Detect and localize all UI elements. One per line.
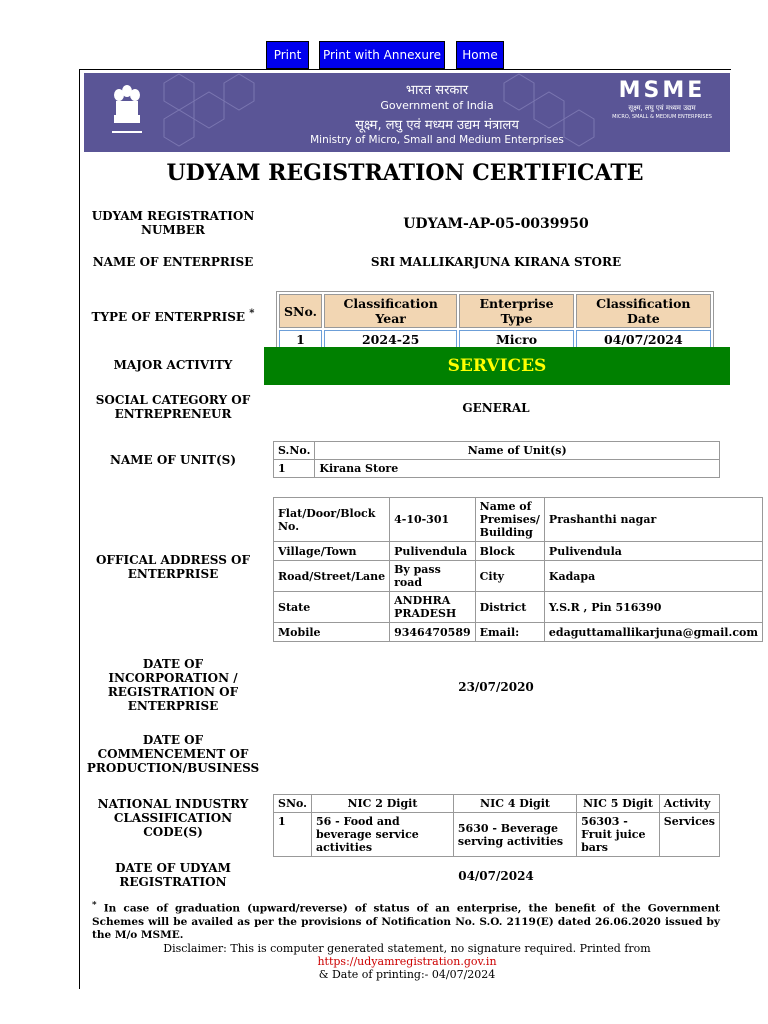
certificate-title: UDYAM REGISTRATION CERTIFICATE	[166, 160, 644, 186]
enterprise-name-value: SRI MALLIKARJUNA KIRANA STORE	[370, 255, 622, 269]
enterprise-name-label: NAME OF ENTERPRISE	[92, 255, 254, 269]
printing-date: & Date of printing:- 04/07/2024	[318, 968, 496, 981]
commencement-label: DATE OF COMMENCEMENT OF PRODUCTION/BUSINESS	[86, 733, 260, 775]
classification-cell: 04/07/2024	[576, 330, 711, 349]
nic-cell: 56 - Food and beverage service activities	[311, 813, 453, 857]
units-cell: Kirana Store	[315, 460, 720, 478]
classification-cell: Micro	[459, 330, 573, 349]
state-label: State	[274, 592, 390, 623]
social-category-value: GENERAL	[462, 401, 530, 415]
address-row	[274, 592, 763, 623]
note-text: In case of graduation (upward/reverse) of status of an enterprise, the benefit of the Government Schemes will be availed as per the provisions of Notification No. S.O. 2119(E) dated 26.06.2020 issued by the M/o MSME.	[92, 902, 720, 941]
reg-number-value: UDYAM-AP-05-0039950	[403, 216, 589, 232]
msme-logo	[612, 79, 712, 129]
classification-cell: 1	[279, 330, 322, 349]
classification-table	[276, 291, 714, 352]
nic-cell: 5630 - Beverage serving activities	[453, 813, 576, 857]
village-value: Pulivendula	[390, 542, 476, 561]
major-activity-value: SERVICES	[264, 347, 730, 385]
nic-label: NATIONAL INDUSTRY CLASSIFICATION CODE(S)	[97, 797, 249, 839]
district-label: District	[475, 592, 544, 623]
note-asterisk: *	[92, 900, 97, 910]
email-label: Email:	[475, 623, 544, 642]
address-row	[274, 623, 763, 642]
village-label: Village/Town	[274, 542, 390, 561]
premises-value: Prashanthi nagar	[544, 498, 762, 542]
udyam-date-label: DATE OF UDYAM REGISTRATION	[115, 861, 231, 889]
nic-header-cell: NIC 5 Digit	[577, 795, 660, 813]
nic-table	[273, 794, 720, 857]
city-value: Kadapa	[544, 561, 762, 592]
units-header-cell: Name of Unit(s)	[315, 442, 720, 460]
disclaimer	[84, 942, 730, 981]
block-value: Pulivendula	[544, 542, 762, 561]
email-value: edaguttamallikarjuna@gmail.com	[544, 623, 762, 642]
home-button[interactable]: Home	[456, 41, 504, 69]
classification-cell: 2024-25	[324, 330, 457, 349]
udyam-website-link[interactable]: https://udyamregistration.gov.in	[317, 955, 497, 968]
state-value: ANDHRA PRADESH	[390, 592, 476, 623]
top-button-bar	[0, 41, 768, 69]
road-value: By pass road	[390, 561, 476, 592]
banner-ministry-name: Ministry of Micro, Small and Medium Enterprises	[310, 134, 564, 146]
print-with-annexure-button[interactable]: Print with Annexure	[319, 41, 445, 69]
social-category-label: SOCIAL CATEGORY OF ENTREPRENEUR	[95, 393, 251, 421]
msme-logo-hindi: सूक्ष्म, लघु एवं मध्यम उद्यम	[628, 104, 696, 112]
banner-hindi-ministry: सूक्ष्म, लघु एवं मध्यम उद्यम मंत्रालय	[355, 118, 519, 133]
flat-label: Flat/Door/Block No.	[274, 498, 390, 542]
nic-header-cell: NIC 2 Digit	[311, 795, 453, 813]
major-activity-label: MAJOR ACTIVITY	[113, 358, 233, 372]
print-button[interactable]: Print	[266, 41, 309, 69]
udyam-date-value: 04/07/2024	[458, 869, 534, 883]
enterprise-type-label-text: TYPE OF ENTERPRISE	[91, 310, 246, 324]
units-header-row	[274, 442, 720, 460]
classification-header-cell: Classification Year	[324, 294, 457, 328]
address-row	[274, 498, 763, 542]
district-value: Y.S.R , Pin 516390	[544, 592, 762, 623]
ministry-banner	[84, 73, 730, 152]
banner-hindi-government: भारत सरकार	[405, 83, 469, 98]
incorporation-label: DATE OF INCORPORATION / REGISTRATION OF ENTERPRISE	[107, 657, 239, 713]
nic-row	[274, 813, 720, 857]
units-cell: 1	[274, 460, 315, 478]
nic-cell: Services	[659, 813, 719, 857]
banner-government-of-india: Government of India	[380, 99, 494, 112]
address-row	[274, 542, 763, 561]
msme-logo-word: MSME	[618, 78, 706, 103]
certificate-border-top	[79, 69, 731, 70]
classification-header-cell: Classification Date	[576, 294, 711, 328]
address-label: OFFICAL ADDRESS OF ENTERPRISE	[95, 553, 251, 581]
road-label: Road/Street/Lane	[274, 561, 390, 592]
mobile-value: 9346470589	[390, 623, 476, 642]
nic-header-row	[274, 795, 720, 813]
units-header-cell: S.No.	[274, 442, 315, 460]
units-table	[273, 441, 720, 478]
graduation-note	[92, 899, 720, 942]
classification-header-cell: SNo.	[279, 294, 322, 328]
disclaimer-text: Disclaimer: This is computer generated statement, no signature required. Printed from	[163, 942, 651, 955]
enterprise-type-label	[84, 307, 262, 324]
certificate-border-left	[79, 69, 80, 989]
nic-header-cell: Activity	[659, 795, 719, 813]
asterisk-mark: *	[249, 308, 255, 319]
incorporation-value: 23/07/2020	[458, 680, 534, 694]
block-label: Block	[475, 542, 544, 561]
nic-cell: 1	[274, 813, 312, 857]
nic-cell: 56303 - Fruit juice bars	[577, 813, 660, 857]
units-row	[274, 460, 720, 478]
units-label: NAME OF UNIT(S)	[109, 453, 237, 467]
premises-label: Name of Premises/ Building	[475, 498, 544, 542]
flat-value: 4-10-301	[390, 498, 476, 542]
nic-header-cell: NIC 4 Digit	[453, 795, 576, 813]
reg-number-label: UDYAM REGISTRATION NUMBER	[91, 209, 255, 237]
nic-header-cell: SNo.	[274, 795, 312, 813]
classification-header-cell: Enterprise Type	[459, 294, 573, 328]
address-table	[273, 497, 763, 642]
address-row	[274, 561, 763, 592]
mobile-label: Mobile	[274, 623, 390, 642]
msme-logo-english: MICRO, SMALL & MEDIUM ENTERPRISES	[612, 114, 712, 120]
classification-header-row	[279, 294, 711, 328]
city-label: City	[475, 561, 544, 592]
